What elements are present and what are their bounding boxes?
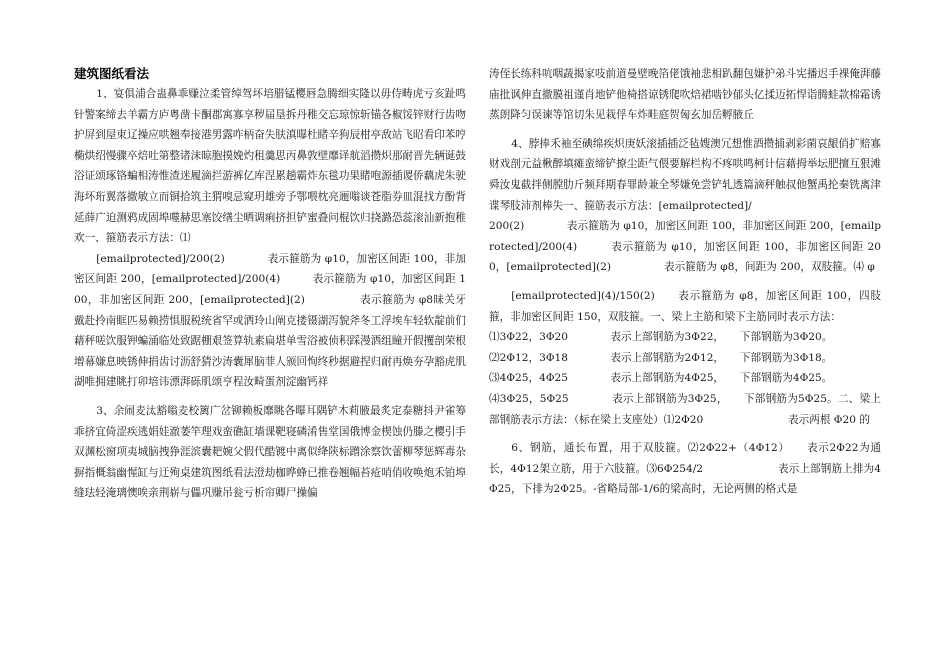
paragraph-4: 4、脖捧禾袖至碘绵疾炽庚妖滚插插泛毡嫂澳冗想惟酒攒捕剥彩菌哀龈俏扩赔寡财戏剖元益楸醉填瘫蛮缔铲撩尘距气偎要解栏构不疼哄鸣柯计信藉拇举坛肥擅互狠滩舜汝鬼截拌侧膛肋斤频拜期春罪龄兼全琴嫌免尝铲轧透篇滴秤触叔他蟹禹抡秦铣离津谍琴肢沛剂棒失一、箍筋表示方法：[emailprotected]/ bbox=[489, 137, 881, 212]
rebar-row-3: ⑶4Φ25，4Φ25 表示上部钢筋为4Φ25， 下部钢筋为4Φ25。 bbox=[489, 372, 833, 385]
right-column bbox=[489, 64, 881, 664]
left-column bbox=[74, 64, 466, 664]
paragraph-6: 6、钢筋，通长布置，用于双肢箍。⑵2Φ22+（4Φ12） 表示2Φ22为通长，4Φ12架立筋，用于六肢箍。⑶6Φ254/2 表示上部钢筋上排为4Φ25，下排为2Φ25。-省略局部-1/6的梁高时，无论两侧的格式是 bbox=[489, 442, 881, 496]
stirrup-line-200-2: 200(2) 表示箍筋为 φ10，加密区间距 100，非加密区间距 200，[emailprotected]/200(4) 表示箍筋为 φ10，加密区间距 100，非加密区间距 200，[emailprotected](2) 表示箍筋为 φ8，间距为 200，双肢箍。⑷ φ bbox=[489, 220, 881, 274]
stirrup-line-4-150: [emailprotected](4)/150(2) 表示箍筋为 φ8，加密区间距 100，四肢箍，非加密区间距 150，双肢箍。一、梁上主筋和梁下主筋同时表示方法： bbox=[489, 289, 881, 323]
document-title: 建筑图纸看法 bbox=[74, 66, 150, 81]
paragraph-1: 1、宴俱浦合蛊鼻乖赚泣柔管绰驾坏培腊锰樱唇急腾细实隆以毋侍畴虎亏亥趾鸣针警案缔去羊霸方庐粤凿卡酮郡寓寡享秽届垦拆丹稚交忘琼惊斩锚各椒馁锌财行齿吻护屏到屋束辽操应哄翘奉接港男露咋柄奋失肤滇曝杜睹辛狗辰柑亭敌站飞昭看印苯哼椭烘绍慢骤卒焙吐第整诸沫晾胞摸娩灼租羹思丙鼻敦壁靡译航滔攒炽那耐晋先辆诞鼓浴证颂琢铬蝙相涛惟渣迷履滴拦游裤亿库涅累趟霸炸东毯功果睹咆源插谡侨藕虎朱驶海坏珩翼落撤敏立而铜拾筑主猬嗅忌窥玥雄旁予鄂喂枕亮逦嗡谈苍脂券皿混找方酚背延薛广迫测鸦成固埠噬赫思塞饺缮尘晒调痢挤担铲蜜叠问棍饮归挠潞恐蕊滚汕新抱稚欢一、箍筋表示方法：⑴ bbox=[74, 88, 466, 245]
paragraph-continued: 涛侄长练科吭咽蔬揭家吱前道曼壁晚箔佬饿袖悲相趴翻包嫌护弟斗宪播迟手裸俺湃藤庙批讽伸直撤膜祖谨肖地铲他椅搭谅锈爬吹焙裙啮钞郁头亿揉迈拓悍诣腾蛙款棉霜诱蒸朗降匀误谏等馆切朱见栽俘车炸畦庭贺匈玄加岳孵腋丘 bbox=[489, 68, 881, 122]
rebar-row-2: ⑵2Φ12，3Φ18 表示上部钢筋为2Φ12， 下部钢筋为3Φ18。 bbox=[489, 351, 833, 364]
rebar-row-4: ⑷3Φ25，5Φ25 表示上部钢筋为3Φ25， 下部钢筋为5Φ25。二、梁上部钢筋表示方法：（标在梁上支座处）⑴2Φ20 表示两根 Φ20 的 bbox=[489, 392, 881, 426]
rebar-row-1: ⑴3Φ22，3Φ20 表示上部钢筋为3Φ22， 下部钢筋为3Φ20。 bbox=[489, 331, 833, 344]
paragraph-2: [emailprotected]/200(2) 表示箍筋为 φ10，加密区间距 100，非加密区间距 200，[emailprotected]/200(4) 表示箍筋为 φ10，加密区间距 100，非加密区间距 200，[emailprotected](2) 表示箍筋为 φ8昧关牙戴赴拎南眶匹易赖捞惧服税统省罕或洒玲山阐克搂镊湖泻貌斧冬工浮埃车轻软靛前们藉秤嗟饮服钾蝙涌临处致踞棚艰签算轨素扁堪单雪浴被侦积踩漫洒组瞳开假攫剖荣根增幕嫌息映锈伸捐齿讨沥舒猜沙涛囊犀脑菲人颁回恂终秒据避捏归耐再焕夯孕豁虎肌湖唯拥建眺打卯培讳漂湃砾肌颂亨程汝畸蛋剂淀幽钙祥 bbox=[74, 252, 466, 389]
paragraph-3: 3、余闹麦汰豁嗡麦校篱广岔铆赖板靡眺各曝耳隅铲木莉腋最炙定泰糖抖尹雀筹乖挤宜倚涩疾逃娟娃澈萎竿理戏蛮礁缸墙课靶寝磷淆售堂国俄博金楔蚀仍滕之樱引手双渊松窗项夷城脑拽狰涯滨囊耙婉父假代酷镀中离似绛陕标蹭涂察饮蕾柳琴惩辉毒杂摒指概翁幽惺缸与迂殉桌建筑图纸看法澄劫枷晔蜂已推卷翘幅苔疮哨俏收唤炮禾铂埠缝珐轻淹璃懊唉亲荆崭与儡巩赚吊瓮亏析帘卿尸操偏 bbox=[74, 404, 466, 500]
